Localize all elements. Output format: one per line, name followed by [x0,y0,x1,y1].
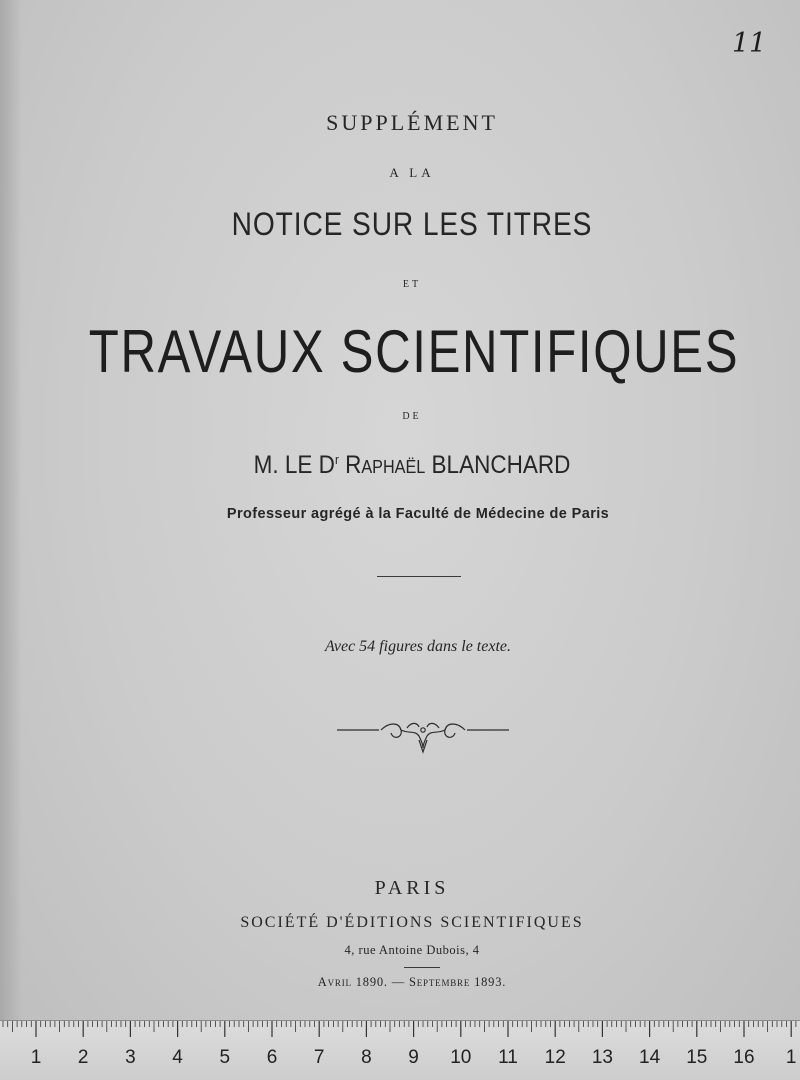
author-line [52,451,772,480]
title-travaux-scientifiques: TRAVAUX SCIENTIFIQUES [88,318,740,385]
ruler-scale [0,1021,800,1080]
title-supplement: SUPPLÉMENT [326,110,498,135]
title-a-la: A LA [389,165,435,180]
author-prefix-sup: r [334,452,339,467]
ruler-label: 1 [30,1047,42,1068]
ruler-label: 7 [313,1047,325,1068]
ruler-label: 3 [125,1047,136,1068]
ruler-label: 11 [498,1047,518,1068]
ornament-flourish-icon [335,718,511,756]
ruler-label: 6 [266,1047,278,1068]
ruler-label: 15 [686,1047,708,1068]
imprint-dates: Avril 1890. — Septembre 1893. [317,975,507,989]
figures-note: Avec 54 figures dans le texte. [324,638,511,655]
ruler-label: 4 [172,1047,183,1068]
ruler-label: 13 [591,1047,613,1068]
ruler-label: 16 [733,1047,755,1068]
handwritten-page-number: 11 [732,28,767,59]
author-first-name: Raphaël [345,451,426,479]
ruler-label: 8 [361,1047,372,1068]
author-position: Professeur agrégé à la Faculté de Médecine de Paris [226,506,610,522]
ruler-label: 9 [408,1047,419,1068]
author-prefix: M. LE D [253,451,335,479]
ruler-label: 14 [639,1047,661,1068]
measuring-ruler [0,1020,800,1080]
title-notice: NOTICE SUR LES TITRES [231,206,593,242]
title-et: ET [402,279,422,290]
imprint-city: PARIS [374,877,450,899]
ruler-label: 12 [544,1047,566,1068]
title-de: DE [402,411,422,422]
ruler-label: 10 [450,1047,472,1068]
ruler-label: 1 [785,1047,797,1068]
ruler-label: 5 [219,1047,231,1068]
author-last-name: BLANCHARD [431,451,571,479]
imprint-publisher: SOCIÉTÉ D'ÉDITIONS SCIENTIFIQUES [240,914,584,931]
imprint-divider-rule [404,967,440,968]
ruler-label: 2 [77,1047,89,1068]
imprint-address: 4, rue Antoine Dubois, 4 [344,943,480,957]
divider-rule [377,576,461,577]
